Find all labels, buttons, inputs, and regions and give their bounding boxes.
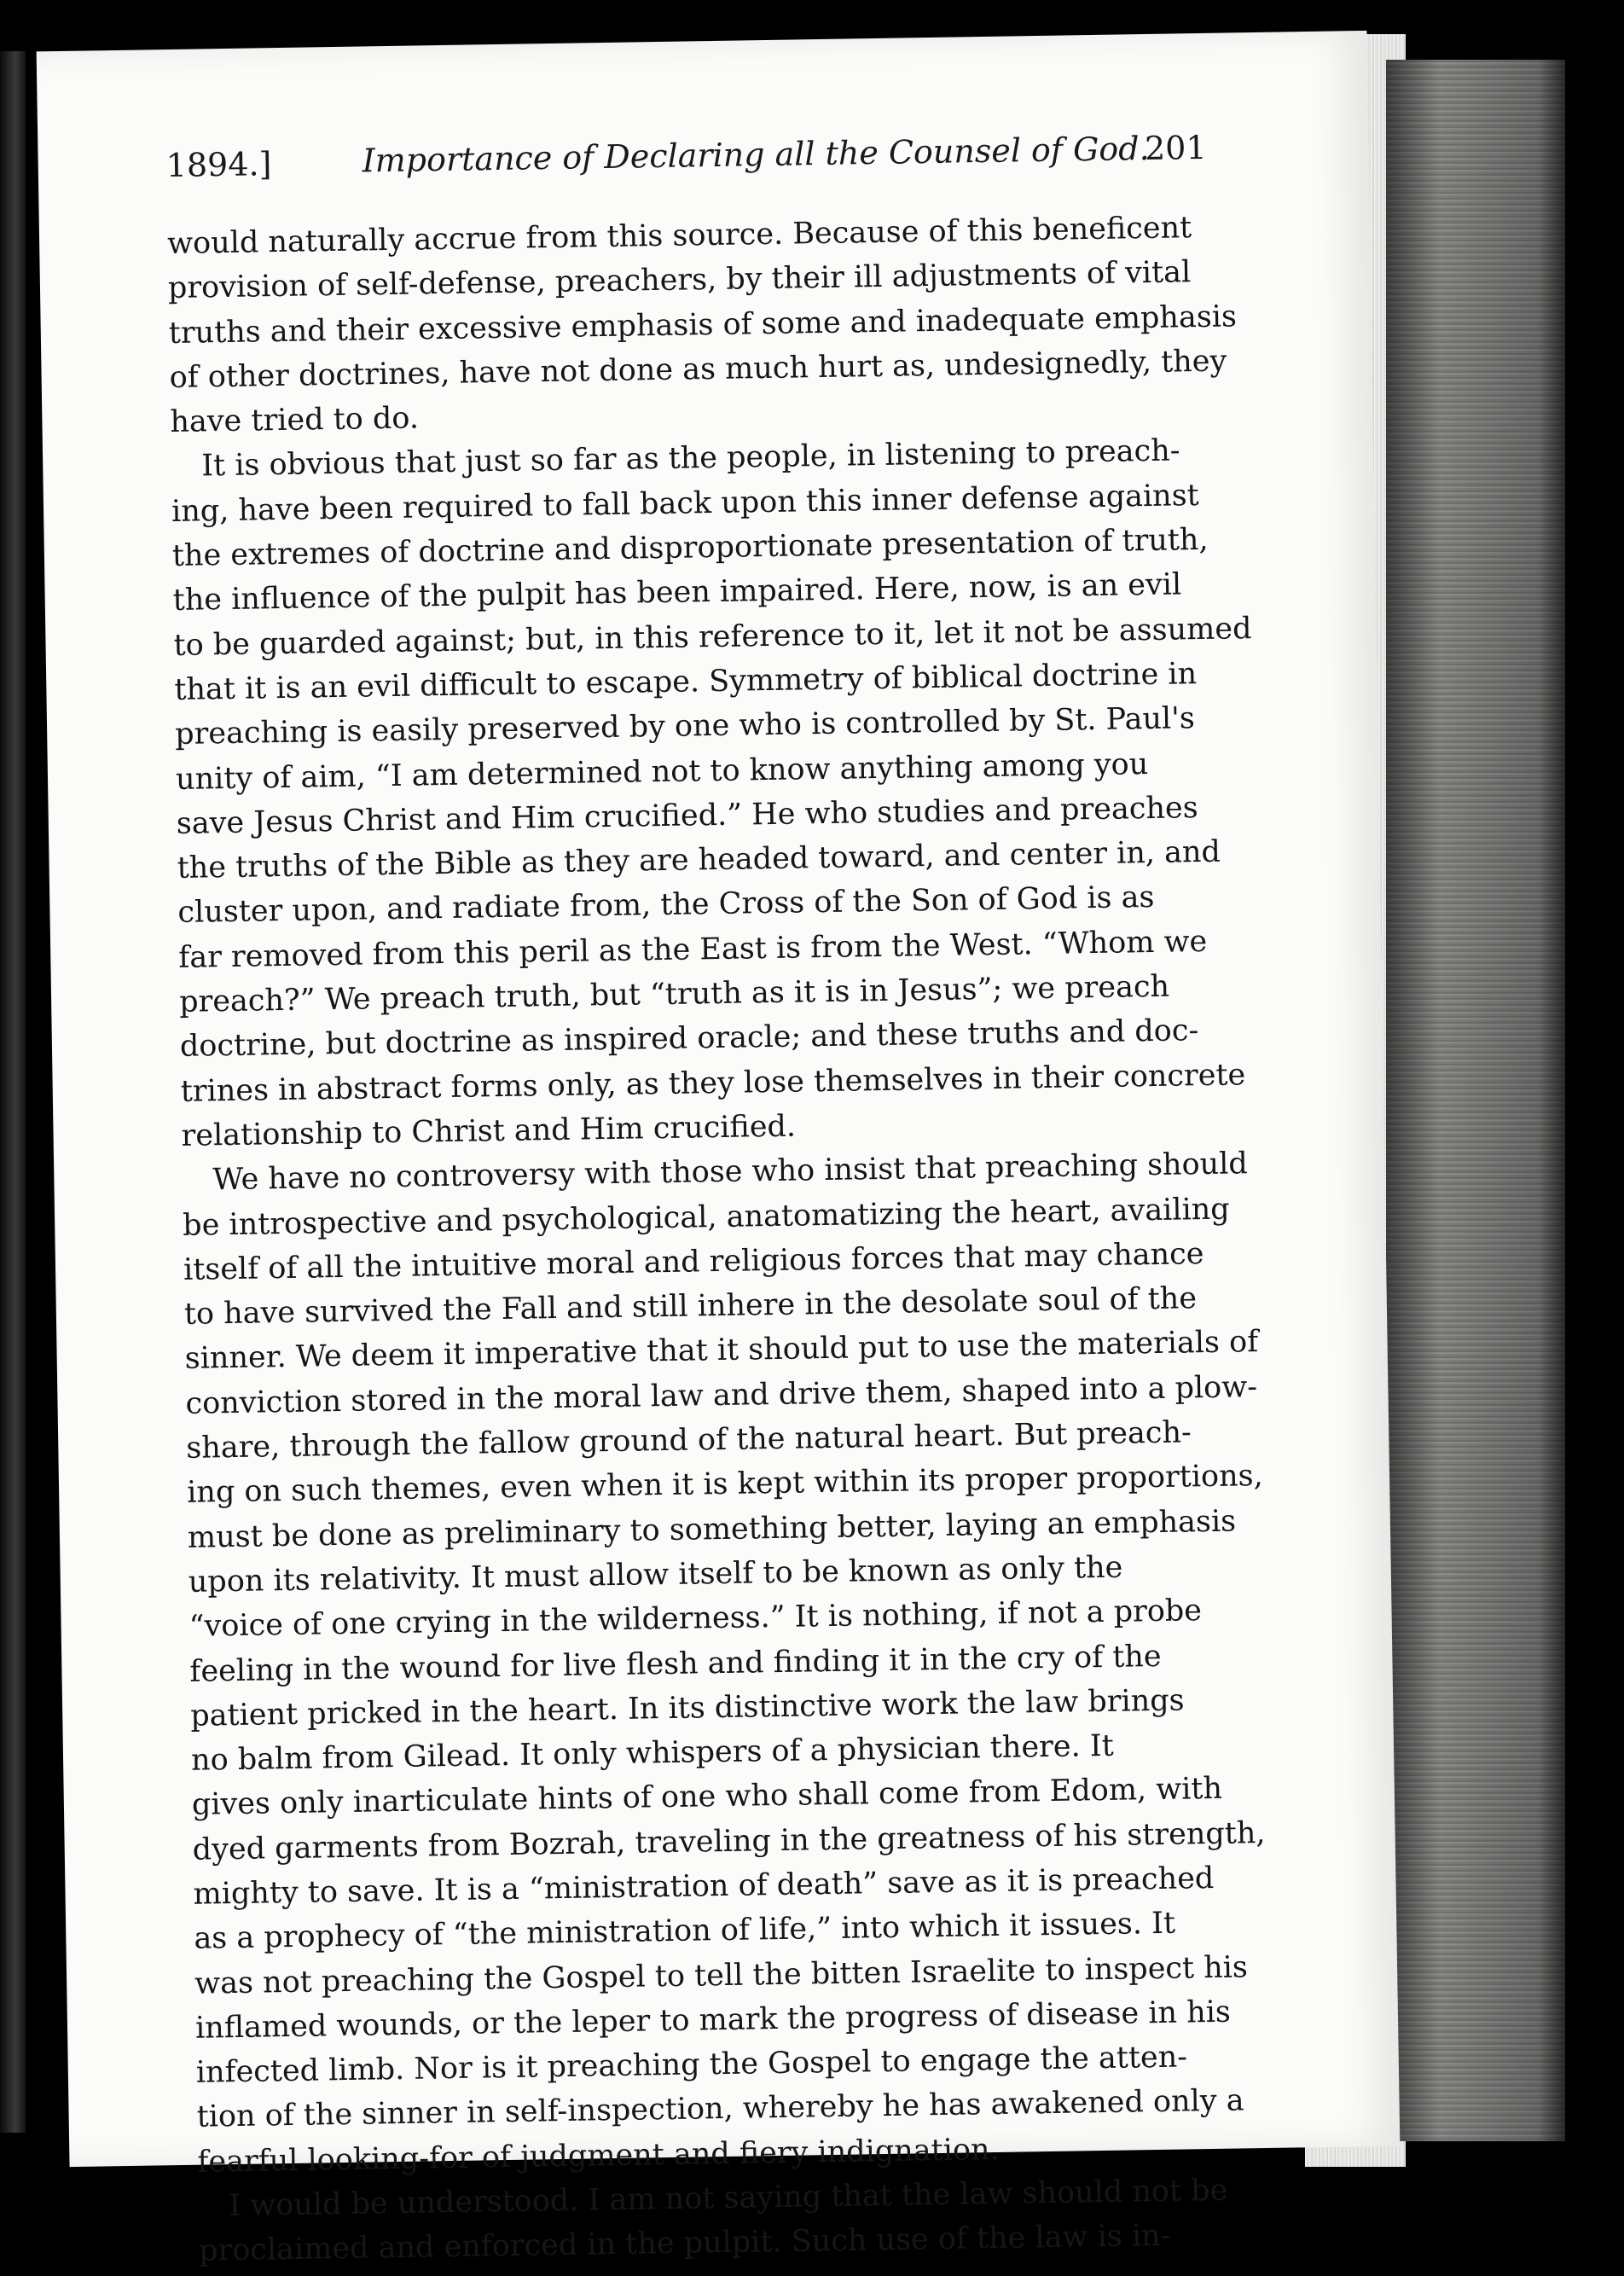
text-line: the truths of the Bible as they are headed toward, and center in, and — [177, 834, 1221, 886]
text-line: cluster upon, and radiate from, the Cross of the Son of God is as — [177, 880, 1155, 931]
text-line: of other doctrines, have not done as much hurt as, undesignedly, they — [169, 344, 1227, 395]
paragraph-first-line: I would be understood. I am not saying that the law should not be — [229, 2173, 1228, 2224]
text-line: doctrine, but doctrine as inspired oracle; and these truths and doc- — [179, 1013, 1199, 1065]
body-text — [166, 206, 1266, 2274]
text-line: was not preaching the Gospel to tell the bitten Israelite to inspect his — [194, 1949, 1249, 2001]
text-line: truths and their excessive emphasis of some and inadequate emphasis — [168, 299, 1238, 351]
text-line: fearful looking-for of judgment and fiery indignation. — [197, 2132, 1000, 2180]
text-line: that it is an evil difficult to escape. Symmetry of biblical doctrine in — [174, 657, 1198, 707]
text-line: trines in abstract forms only, as they lose themselves in their concrete — [180, 1057, 1246, 1109]
text-line: inflamed wounds, or the leper to mark the progress of disease in his — [194, 1994, 1232, 2046]
text-line: save Jesus Christ and Him crucified.” He who studies and preaches — [176, 790, 1198, 841]
text-line: conviction stored in the moral law and drive them, shaped into a plow- — [185, 1369, 1258, 1421]
left-page-edge — [0, 51, 26, 2133]
text-line: preaching is easily preserved by one who is controlled by St. Paul's — [174, 701, 1196, 752]
text-line: ing, have been required to fall back upon this inner defense against — [171, 478, 1199, 529]
text-line: itself of all the intuitive moral and religious forces that may chance — [183, 1236, 1204, 1287]
text-line: as a prophecy of “the ministration of life,” into which it issues. It — [194, 1906, 1176, 1957]
text-line: infected limb. Nor is it preaching the Gospel to engage the atten- — [195, 2040, 1188, 2090]
text-line: be introspective and psychological, anatomatizing the heart, availing — [182, 1192, 1230, 1243]
book-block-shadow — [1386, 60, 1565, 2141]
text-line: patient pricked in the heart. In its distinctive work the law brings — [189, 1683, 1185, 1733]
text-line: no balm from Gilead. It only whispers of a physician there. It — [190, 1728, 1115, 1778]
text-line: share, through the fallow ground of the natural heart. But preach- — [186, 1415, 1192, 1466]
text-line: relationship to Christ and Him crucified. — [181, 1109, 797, 1153]
running-title: Importance of Declaring all the Counsel of God. — [362, 129, 1150, 180]
text-line: dyed garments from Bozrah, traveling in the greatness of his strength, — [192, 1815, 1266, 1867]
text-line: mighty to save. It is a “ministration of death” save as it is preached — [193, 1861, 1215, 1912]
text-line: proclaimed and enforced in the pulpit. Such use of the law is in- — [198, 2219, 1171, 2269]
text-line: upon its relativity. It must allow itself to be known as only the — [188, 1550, 1123, 1600]
text-line: gives only inarticulate hints of one who shall come from Edom, with — [191, 1772, 1223, 1823]
paragraph-first-line: We have no controversy with those who insist that preaching should — [212, 1147, 1249, 1198]
text-line: sinner. We deem it imperative that it should put to use the materials of — [184, 1325, 1259, 1377]
text-line: have tried to do. — [170, 401, 420, 440]
paragraph-first-line: It is obvious that just so far as the people, in listening to preach- — [200, 433, 1180, 484]
text-line: would naturally accrue from this source. Because of this beneficent — [166, 211, 1192, 262]
text-line: to be guarded against; but, in this reference to it, let it not be assumed — [173, 611, 1252, 663]
text-line: “voice of one crying in the wilderness.” It is nothing, if not a probe — [188, 1594, 1203, 1645]
text-line: unity of aim, “I am determined not to know anything among you — [175, 746, 1149, 797]
text-line: ing on such themes, even when it is kept within its proper proportions, — [186, 1459, 1264, 1511]
header-date: 1894.] — [165, 145, 272, 185]
text-line: must be done as preliminary to something better, laying an emphasis — [187, 1504, 1237, 1555]
text-line: to have survived the Fall and still inhere in the desolate soul of the — [183, 1281, 1198, 1332]
text-line: preach?” We preach truth, but “truth as it is in Jesus”; we preach — [178, 969, 1170, 1019]
text-line: provision of self-defense, preachers, by their ill adjustments of vital — [167, 255, 1192, 306]
text-line: the influence of the pulpit has been impaired. Here, now, is an evil — [172, 567, 1182, 618]
book-page — [37, 31, 1401, 2269]
text-line: feeling in the wound for live flesh and finding it in the cry of the — [189, 1639, 1162, 1689]
page-number: 201 — [1144, 128, 1207, 168]
running-header — [165, 125, 1207, 201]
text-line: the extremes of doctrine and disproportionate presentation of truth, — [171, 522, 1209, 574]
text-line: tion of the sinner in self-inspection, whereby he has awakened only a — [196, 2083, 1244, 2135]
text-line: far removed from this peril as the East is from the West. “Whom we — [178, 924, 1208, 975]
